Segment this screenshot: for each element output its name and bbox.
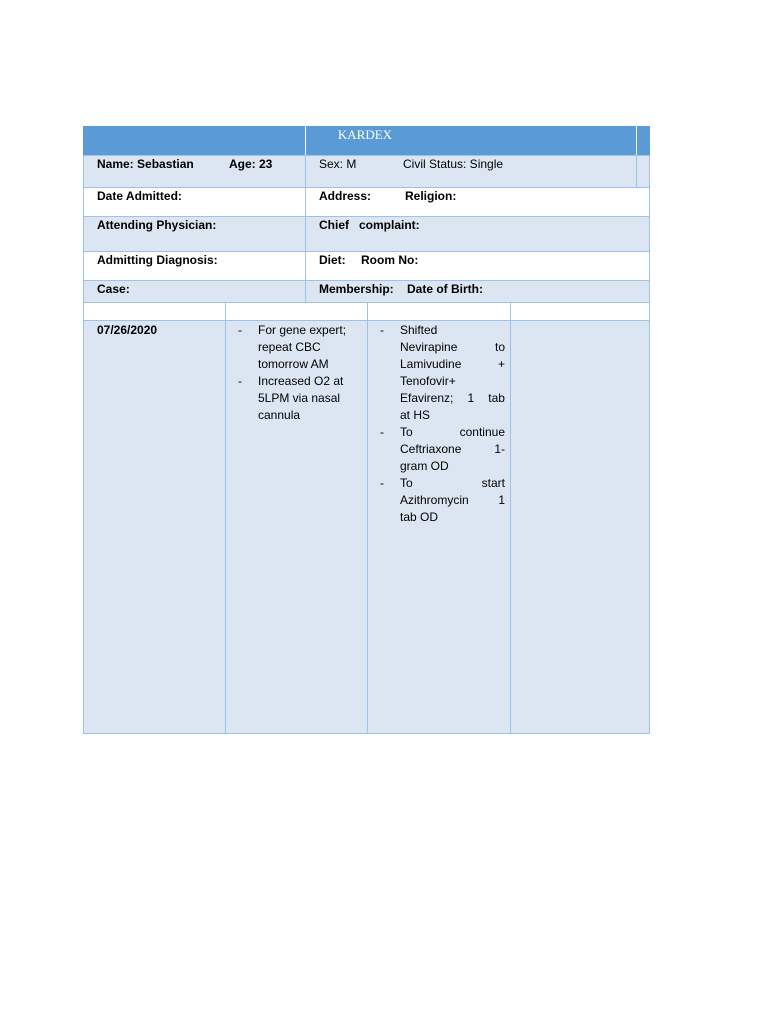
name-field: Name: Sebastian	[97, 157, 194, 171]
civil-status-field: Civil Status: Single	[403, 157, 504, 171]
grid-v-col4	[510, 302, 511, 734]
attending-physician-field: Attending Physician:	[97, 218, 217, 232]
bullet-dash: -	[380, 476, 384, 490]
col3-word: 1-	[494, 442, 505, 456]
col3-word: Efavirenz;	[400, 391, 454, 405]
col3-list	[377, 322, 505, 526]
grid-h1	[83, 155, 650, 156]
col3-word: Lamivudine	[400, 357, 462, 371]
bullet-dash: -	[238, 374, 242, 388]
col3-word: Tenofovir+	[400, 374, 456, 388]
grid-h5	[83, 280, 650, 281]
entry-date: 07/26/2020	[97, 323, 158, 337]
col2-line: tomorrow AM	[258, 357, 329, 371]
age-field: Age: 23	[229, 157, 273, 171]
col2-item	[235, 373, 361, 424]
grid-v-right	[649, 155, 650, 734]
col3-line	[400, 322, 505, 339]
sex-field: Sex: M	[319, 157, 357, 171]
col2-line: repeat CBC	[258, 340, 321, 354]
header-divider-left	[305, 126, 306, 155]
col3-word: Nevirapine	[400, 340, 458, 354]
col3-item	[377, 424, 505, 475]
col3-line	[400, 458, 505, 475]
case-field: Case:	[97, 282, 130, 296]
grid-v-mid	[305, 155, 306, 303]
chief-complaint-field: Chief complaint:	[319, 218, 420, 232]
entry-col2	[235, 322, 361, 424]
col3-word: Ceftriaxone	[400, 442, 462, 456]
col3-line	[400, 390, 505, 407]
grid-v-left	[83, 155, 84, 734]
col2-line: 5LPM via nasal	[258, 391, 341, 405]
grid-h3	[83, 216, 650, 217]
grid-v-col2	[225, 302, 226, 734]
col3-word: 1	[467, 391, 475, 405]
col3-word: +	[497, 357, 505, 371]
col2-line: Increased O2 at	[258, 374, 344, 388]
admitting-diagnosis-field: Admitting Diagnosis:	[97, 253, 218, 267]
membership-field: Membership:	[319, 282, 394, 296]
col3-line	[400, 373, 505, 390]
address-field: Address:	[319, 189, 372, 203]
col3-item	[377, 322, 505, 424]
col2-item	[235, 322, 361, 373]
col3-line	[400, 475, 505, 492]
col3-word: To	[400, 425, 413, 439]
col3-word: tab OD	[400, 510, 439, 524]
col3-word: at HS	[400, 408, 431, 422]
bullet-dash: -	[380, 425, 384, 439]
col3-line	[400, 441, 505, 458]
religion-field: Religion:	[405, 189, 457, 203]
bullet-dash: -	[238, 323, 242, 337]
col3-item	[377, 475, 505, 526]
diet-field: Diet:	[319, 253, 346, 267]
col3-word: 1	[498, 493, 505, 507]
grid-h4	[83, 251, 650, 252]
col3-word: to	[494, 340, 505, 354]
col3-line	[400, 356, 505, 373]
col3-line	[400, 509, 505, 526]
header-divider-right	[636, 126, 637, 155]
col3-word: To	[400, 476, 413, 490]
grid-h2	[83, 187, 650, 188]
col3-line	[400, 424, 505, 441]
date-admitted-field: Date Admitted:	[97, 189, 182, 203]
col3-word: Shifted	[400, 323, 438, 337]
col2-line: For gene expert;	[258, 323, 347, 337]
grid-v-col3	[367, 302, 368, 734]
col3-line	[400, 407, 505, 424]
col2-list	[235, 322, 361, 424]
kardex-title: KARDEX	[337, 127, 393, 142]
date-of-birth-field: Date of Birth:	[407, 282, 483, 296]
col3-line	[400, 339, 505, 356]
col3-word: Azithromycin	[400, 493, 469, 507]
entry-col3	[377, 322, 505, 526]
col2-line: cannula	[258, 408, 301, 422]
grid-v-mid-right	[636, 155, 637, 187]
col3-word: start	[481, 476, 505, 490]
col3-word: gram OD	[400, 459, 449, 473]
kardex-table	[83, 126, 650, 734]
bullet-dash: -	[380, 323, 384, 337]
col3-word: continue	[459, 425, 505, 439]
col3-line	[400, 492, 505, 509]
room-no-field: Room No:	[361, 253, 419, 267]
col3-word: tab	[488, 391, 505, 405]
